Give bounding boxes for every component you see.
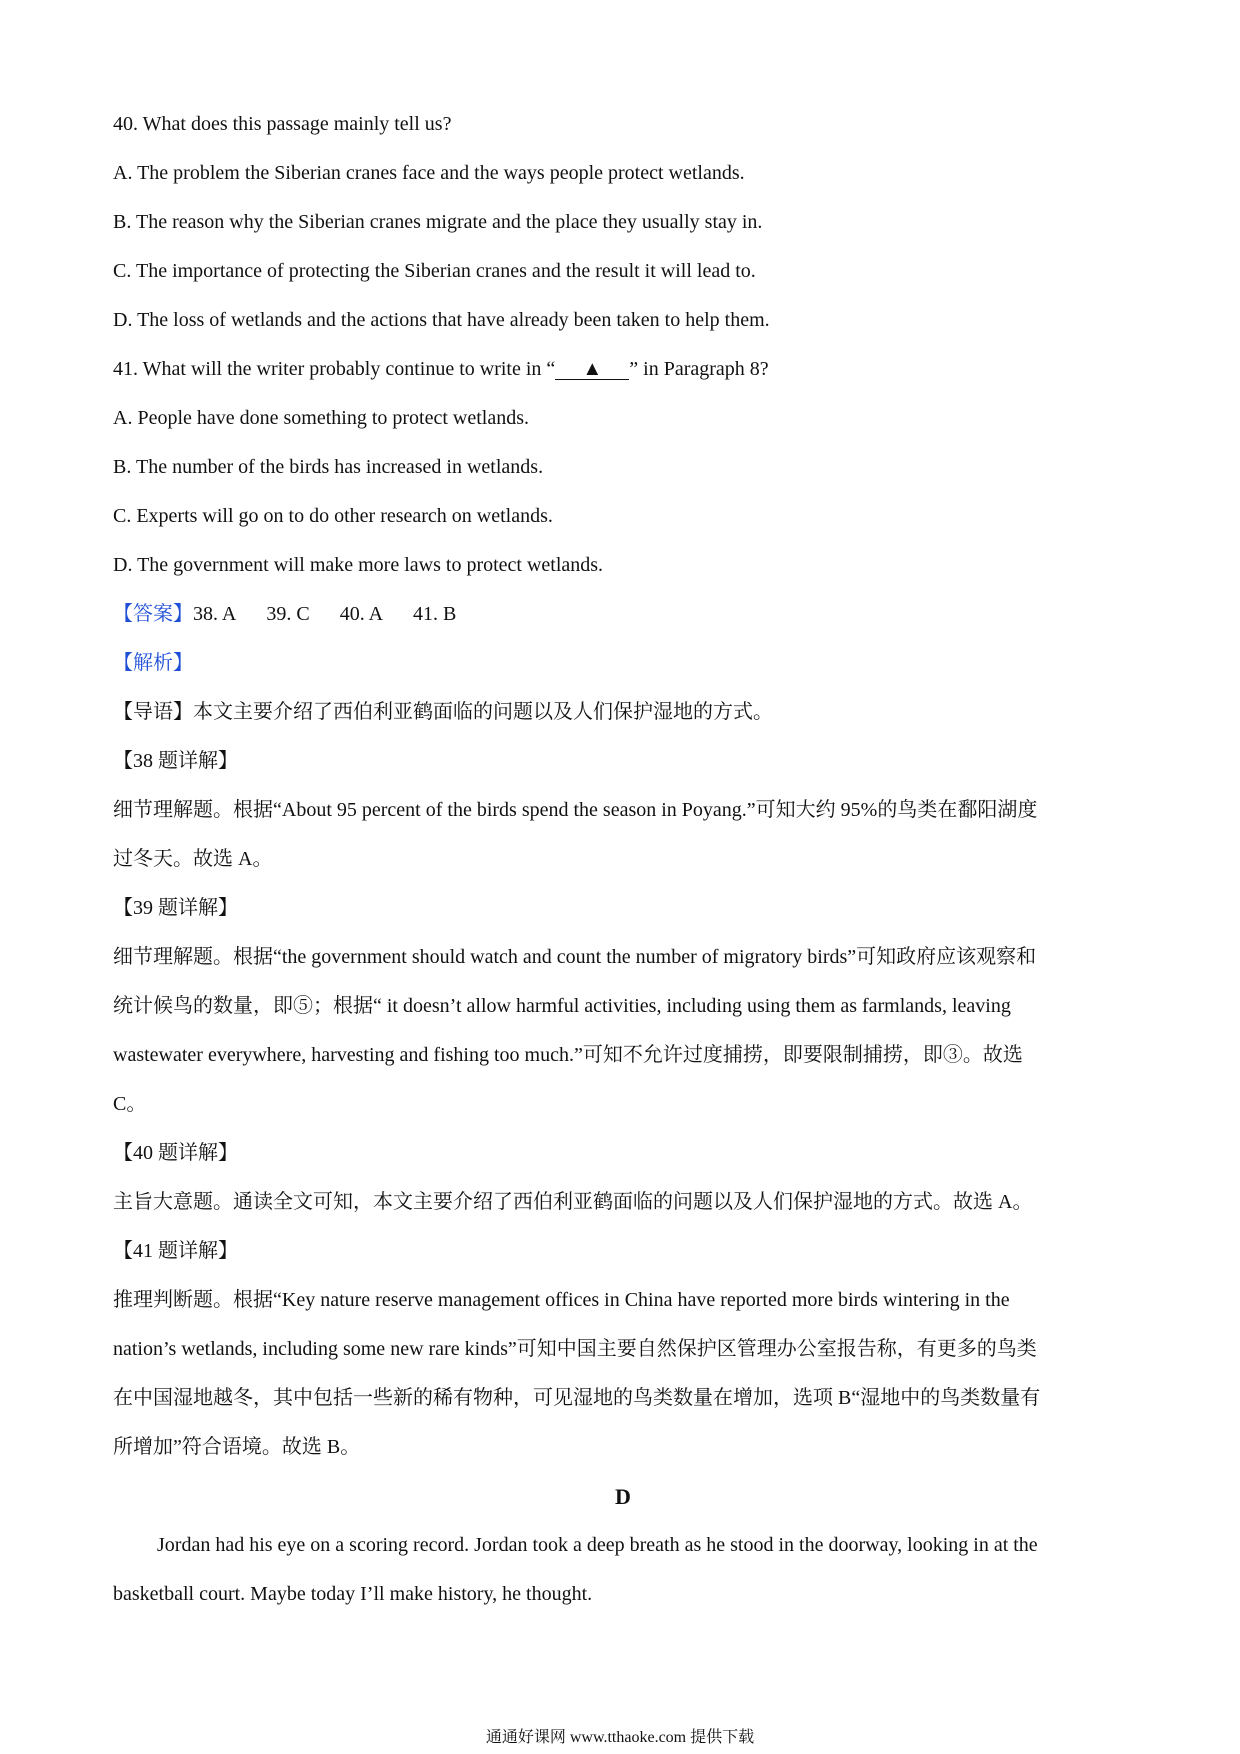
detail-41-line: 在中国湿地越冬，其中包括一些新的稀有物种，可见湿地的鸟类数量在增加，选项 B“湿地中的鸟类数量有 <box>113 1387 1041 1409</box>
question-41-stem-before: 41. What will the writer probably continue to write in “ <box>113 358 556 380</box>
question-40-option-c: C. The importance of protecting the Siberian cranes and the result it will lead to. <box>113 260 756 282</box>
detail-40-title: 【40 题详解】 <box>113 1142 238 1164</box>
detail-40-line: 主旨大意题。通读全文可知，本文主要介绍了西伯利亚鹤面临的问题以及人们保护湿地的方式。故选 A。 <box>113 1191 1033 1213</box>
question-41-option-b: B. The number of the birds has increased in wetlands. <box>113 456 544 478</box>
question-41-option-c: C. Experts will go on to do other research on wetlands. <box>113 505 553 527</box>
answer-label: 【答案】 <box>113 603 193 625</box>
detail-39-line: 统计候鸟的数量，即⑤；根据“ it doesn’t allow harmful activities, including using them as farmlands, leaving <box>113 995 1011 1017</box>
question-41-option-d: D. The government will make more laws to protect wetlands. <box>113 554 604 576</box>
question-40-option-a: A. The problem the Siberian cranes face and the ways people protect wetlands. <box>113 162 745 184</box>
guide-text: 【导语】本文主要介绍了西伯利亚鹤面临的问题以及人们保护湿地的方式。 <box>113 701 773 723</box>
answer-item: 38. A <box>193 603 237 625</box>
question-41-stem <box>113 345 1133 394</box>
document-page <box>113 100 1133 1619</box>
page-footer: 通通好课网 www.tthaoke.com 提供下载 <box>485 1729 755 1746</box>
analysis-label: 【解析】 <box>113 652 193 674</box>
section-d-heading: D <box>615 1484 631 1509</box>
question-40-option-b: B. The reason why the Siberian cranes migrate and the place they usually stay in. <box>113 211 763 233</box>
answer-item: 40. A <box>339 603 384 625</box>
detail-38-line: 细节理解题。根据“About 95 percent of the birds spend the season in Poyang.”可知大约 95%的鸟类在鄱阳湖度 <box>113 799 1038 821</box>
detail-41-title: 【41 题详解】 <box>113 1240 238 1262</box>
answer-line <box>113 590 1133 639</box>
question-40-stem: 40. What does this passage mainly tell us? <box>113 113 452 135</box>
detail-39-line: 细节理解题。根据“the government should watch and count the number of migratory birds”可知政府应该观察和 <box>113 946 1037 968</box>
question-41-option-a: A. People have done something to protect wetlands. <box>113 407 530 429</box>
question-40-option-d: D. The loss of wetlands and the actions that have already been taken to help them. <box>113 309 770 331</box>
detail-38-line: 过冬天。故选 A。 <box>113 848 273 870</box>
detail-41-line: 所增加”符合语境。故选 B。 <box>113 1436 361 1458</box>
detail-41-line: nation’s wetlands, including some new rare kinds”可知中国主要自然保护区管理办公室报告称，有更多的鸟类 <box>113 1338 1037 1360</box>
detail-39-line: C。 <box>113 1093 147 1115</box>
detail-38-title: 【38 题详解】 <box>113 750 238 772</box>
question-41-stem-after: ” in Paragraph 8? <box>629 358 769 380</box>
detail-39-line: wastewater everywhere, harvesting and fishing too much.”可知不允许过度捕捞，即要限制捕捞，即③。故选 <box>113 1044 1023 1066</box>
passage-line: basketball court. Maybe today I’ll make history, he thought. <box>113 1583 593 1605</box>
passage-line: Jordan had his eye on a scoring record. Jordan took a deep breath as he stood in the doorway, looking in at the <box>157 1534 1038 1556</box>
blank-triangle-marker: ▲ <box>555 359 629 380</box>
detail-41-line: 推理判断题。根据“Key nature reserve management offices in China have reported more birds wintering in the <box>113 1289 1010 1311</box>
answer-item: 41. B <box>413 603 457 625</box>
detail-39-title: 【39 题详解】 <box>113 897 238 919</box>
answer-item: 39. C <box>266 603 310 625</box>
